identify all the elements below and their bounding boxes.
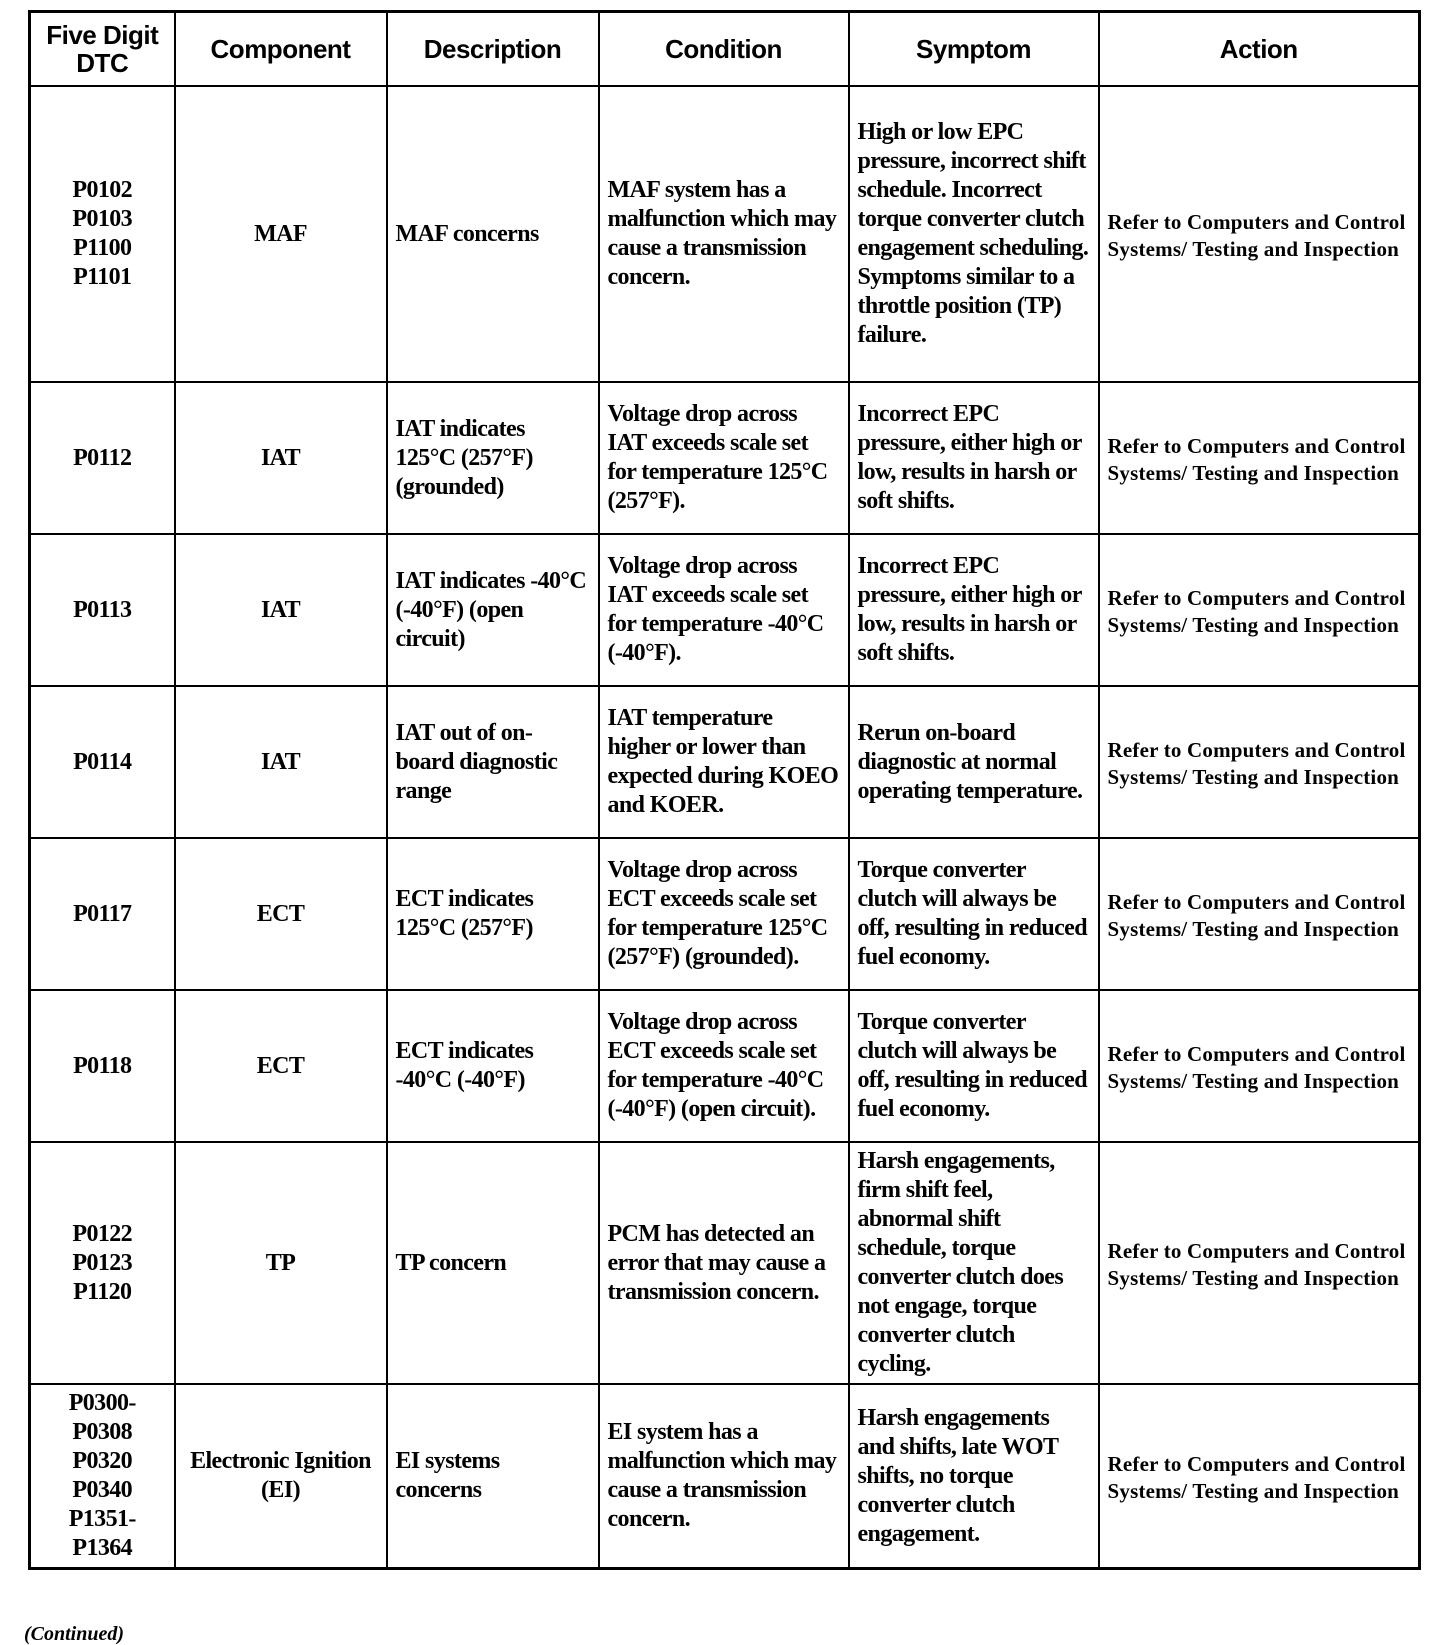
- dtc-table: [28, 10, 1421, 1570]
- table-row: [30, 86, 1420, 382]
- dtc-code: P0340: [72, 1477, 133, 1503]
- cell-description: ECT indicates 125°C (257°F): [387, 838, 599, 990]
- cell-condition: PCM has detected an error that may cause a transmission concern.: [599, 1142, 849, 1384]
- dtc-code: P0114: [73, 748, 132, 775]
- table-row: [30, 990, 1420, 1142]
- cell-description: TP concern: [387, 1142, 599, 1384]
- dtc-code: P0300-: [68, 1390, 136, 1416]
- cell-description: IAT indicates -40°C (-40°F) (open circuit): [387, 534, 599, 686]
- cell-component: ECT: [175, 990, 387, 1142]
- cell-description: MAF concerns: [387, 86, 599, 382]
- dtc-code: P0117: [73, 900, 132, 927]
- dtc-code: P1100: [73, 235, 132, 261]
- dtc-code: P0112: [73, 444, 132, 471]
- dtc-code: P0122: [72, 1220, 133, 1247]
- cell-action: Refer to Computers and Control Systems/ Testing and Inspection: [1099, 382, 1420, 534]
- cell-condition: Voltage drop across IAT exceeds scale set for temperature 125°C (257°F).: [599, 382, 849, 534]
- header-dtc: Five Digit DTC: [30, 12, 175, 87]
- table-row: [30, 1142, 1420, 1384]
- table-row: [30, 686, 1420, 838]
- header-action: Action: [1099, 12, 1420, 87]
- dtc-code: P1364: [72, 1535, 133, 1561]
- cell-dtc-codes: [30, 686, 175, 838]
- header-description: Description: [387, 12, 599, 87]
- dtc-code: P1351-: [68, 1506, 136, 1532]
- dtc-code: P0113: [73, 596, 132, 623]
- dtc-code: P0123: [72, 1249, 133, 1276]
- table-row: [30, 534, 1420, 686]
- cell-component: IAT: [175, 686, 387, 838]
- cell-description: ECT indicates -40°C (-40°F): [387, 990, 599, 1142]
- cell-symptom: Harsh engagements, firm shift feel, abnormal shift schedule, torque converter clutch does not engage, torque converter clutch cycling.: [849, 1142, 1099, 1384]
- cell-symptom: High or low EPC pressure, incorrect shift schedule. Incorrect torque converter clutch engagement scheduling. Symptoms similar to a throttle position (TP) failure.: [849, 86, 1099, 382]
- dtc-document: [28, 10, 1418, 1570]
- cell-condition: Voltage drop across ECT exceeds scale set for temperature -40°C (-40°F) (open circuit).: [599, 990, 849, 1142]
- cell-condition: Voltage drop across IAT exceeds scale set for temperature -40°C (-40°F).: [599, 534, 849, 686]
- cell-dtc-codes: [30, 86, 175, 382]
- cell-dtc-codes: [30, 534, 175, 686]
- header-component: Component: [175, 12, 387, 87]
- cell-symptom: Rerun on-board diagnostic at normal operating temperature.: [849, 686, 1099, 838]
- cell-dtc-codes: [30, 838, 175, 990]
- cell-action: Refer to Computers and Control Systems/ Testing and Inspection: [1099, 686, 1420, 838]
- cell-component: ECT: [175, 838, 387, 990]
- dtc-code: P0102: [72, 177, 133, 203]
- continued-note: (Continued): [24, 1623, 125, 1645]
- cell-dtc-codes: [30, 1384, 175, 1569]
- cell-action: Refer to Computers and Control Systems/ Testing and Inspection: [1099, 838, 1420, 990]
- cell-dtc-codes: [30, 1142, 175, 1384]
- cell-action: Refer to Computers and Control Systems/ Testing and Inspection: [1099, 1384, 1420, 1569]
- cell-condition: EI system has a malfunction which may cause a transmission concern.: [599, 1384, 849, 1569]
- cell-dtc-codes: [30, 382, 175, 534]
- cell-action: Refer to Computers and Control Systems/ Testing and Inspection: [1099, 86, 1420, 382]
- dtc-code: P0320: [72, 1448, 133, 1474]
- cell-dtc-codes: [30, 990, 175, 1142]
- dtc-code: P1120: [73, 1278, 132, 1305]
- cell-symptom: Incorrect EPC pressure, either high or low, results in harsh or soft shifts.: [849, 382, 1099, 534]
- cell-symptom: Incorrect EPC pressure, either high or low, results in harsh or soft shifts.: [849, 534, 1099, 686]
- table-row: [30, 838, 1420, 990]
- header-symptom: Symptom: [849, 12, 1099, 87]
- cell-component: TP: [175, 1142, 387, 1384]
- cell-description: EI systems concerns: [387, 1384, 599, 1569]
- cell-condition: Voltage drop across ECT exceeds scale set for temperature 125°C (257°F) (grounded).: [599, 838, 849, 990]
- cell-action: Refer to Computers and Control Systems/ Testing and Inspection: [1099, 990, 1420, 1142]
- dtc-code: P0103: [72, 206, 133, 232]
- cell-action: Refer to Computers and Control Systems/ Testing and Inspection: [1099, 534, 1420, 686]
- header-condition: Condition: [599, 12, 849, 87]
- cell-component: IAT: [175, 382, 387, 534]
- table-body: [30, 86, 1420, 1569]
- cell-component: Electronic Ignition (EI): [175, 1384, 387, 1569]
- dtc-code: P1101: [73, 264, 132, 290]
- table-row: [30, 382, 1420, 534]
- cell-condition: MAF system has a malfunction which may cause a transmission concern.: [599, 86, 849, 382]
- cell-symptom: Torque converter clutch will always be off, resulting in reduced fuel economy.: [849, 838, 1099, 990]
- table-header: [30, 12, 1420, 87]
- dtc-code: P0308: [72, 1419, 133, 1445]
- cell-component: IAT: [175, 534, 387, 686]
- cell-description: IAT out of on-board diagnostic range: [387, 686, 599, 838]
- cell-description: IAT indicates 125°C (257°F) (grounded): [387, 382, 599, 534]
- cell-action: Refer to Computers and Control Systems/ Testing and Inspection: [1099, 1142, 1420, 1384]
- cell-component: MAF: [175, 86, 387, 382]
- table-row: [30, 1384, 1420, 1569]
- header-row: [30, 12, 1420, 87]
- cell-symptom: Harsh engagements and shifts, late WOT shifts, no torque converter clutch engagement.: [849, 1384, 1099, 1569]
- cell-symptom: Torque converter clutch will always be off, resulting in reduced fuel economy.: [849, 990, 1099, 1142]
- cell-condition: IAT temperature higher or lower than expected during KOEO and KOER.: [599, 686, 849, 838]
- dtc-code: P0118: [73, 1052, 132, 1079]
